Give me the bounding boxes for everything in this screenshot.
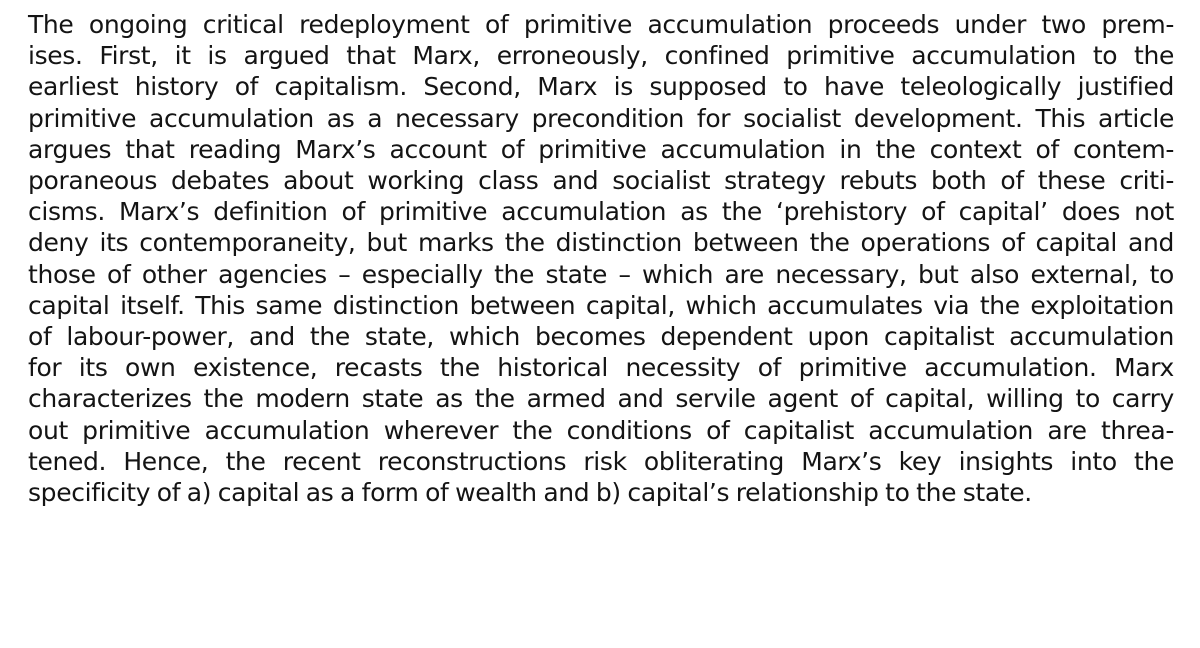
abstract-line-3: earliest history of capitalism. Second, Marx is supposed to have teleologically justified <box>28 72 1174 102</box>
abstract-line-9: those of other agencies – especially the state – which are necessary, but also external, to <box>28 259 1174 289</box>
abstract-line-6: poraneous debates about working class and socialist strategy rebuts both of these criti- <box>28 166 1174 196</box>
abstract-paragraph <box>28 9 1174 508</box>
abstract-line-15: tened. Hence, the recent reconstructions risk obliterating Marx’s key insights into the <box>28 446 1174 476</box>
abstract-line-13: characterizes the modern state as the armed and servile agent of capital, willing to carry <box>28 384 1174 414</box>
abstract-line-14: out primitive accumulation wherever the conditions of capitalist accumulation are threa- <box>28 415 1174 445</box>
abstract-line-8: deny its contemporaneity, but marks the distinction between the operations of capital and <box>28 228 1174 258</box>
abstract-line-16: specificity of a) capital as a form of wealth and b) capital’s relationship to the state. <box>28 478 1032 508</box>
abstract-line-7: cisms. Marx’s definition of primitive accumulation as the ‘prehistory of capital’ does not <box>28 197 1174 227</box>
abstract-line-11: of labour-power, and the state, which becomes dependent upon capitalist accumulation <box>28 322 1174 352</box>
abstract-line-12: for its own existence, recasts the historical necessity of primitive accumulation. Marx <box>28 353 1174 383</box>
abstract-line-1: The ongoing critical redeployment of primitive accumulation proceeds under two prem- <box>28 10 1174 39</box>
abstract-line-5: argues that reading Marx’s account of primitive accumulation in the context of contem- <box>28 134 1174 164</box>
abstract-line-4: primitive accumulation as a necessary precondition for socialist development. This article <box>28 103 1174 133</box>
abstract-line-10: capital itself. This same distinction between capital, which accumulates via the exploitation <box>28 290 1174 320</box>
abstract-line-2: ises. First, it is argued that Marx, erroneously, confined primitive accumulation to the <box>28 41 1174 71</box>
